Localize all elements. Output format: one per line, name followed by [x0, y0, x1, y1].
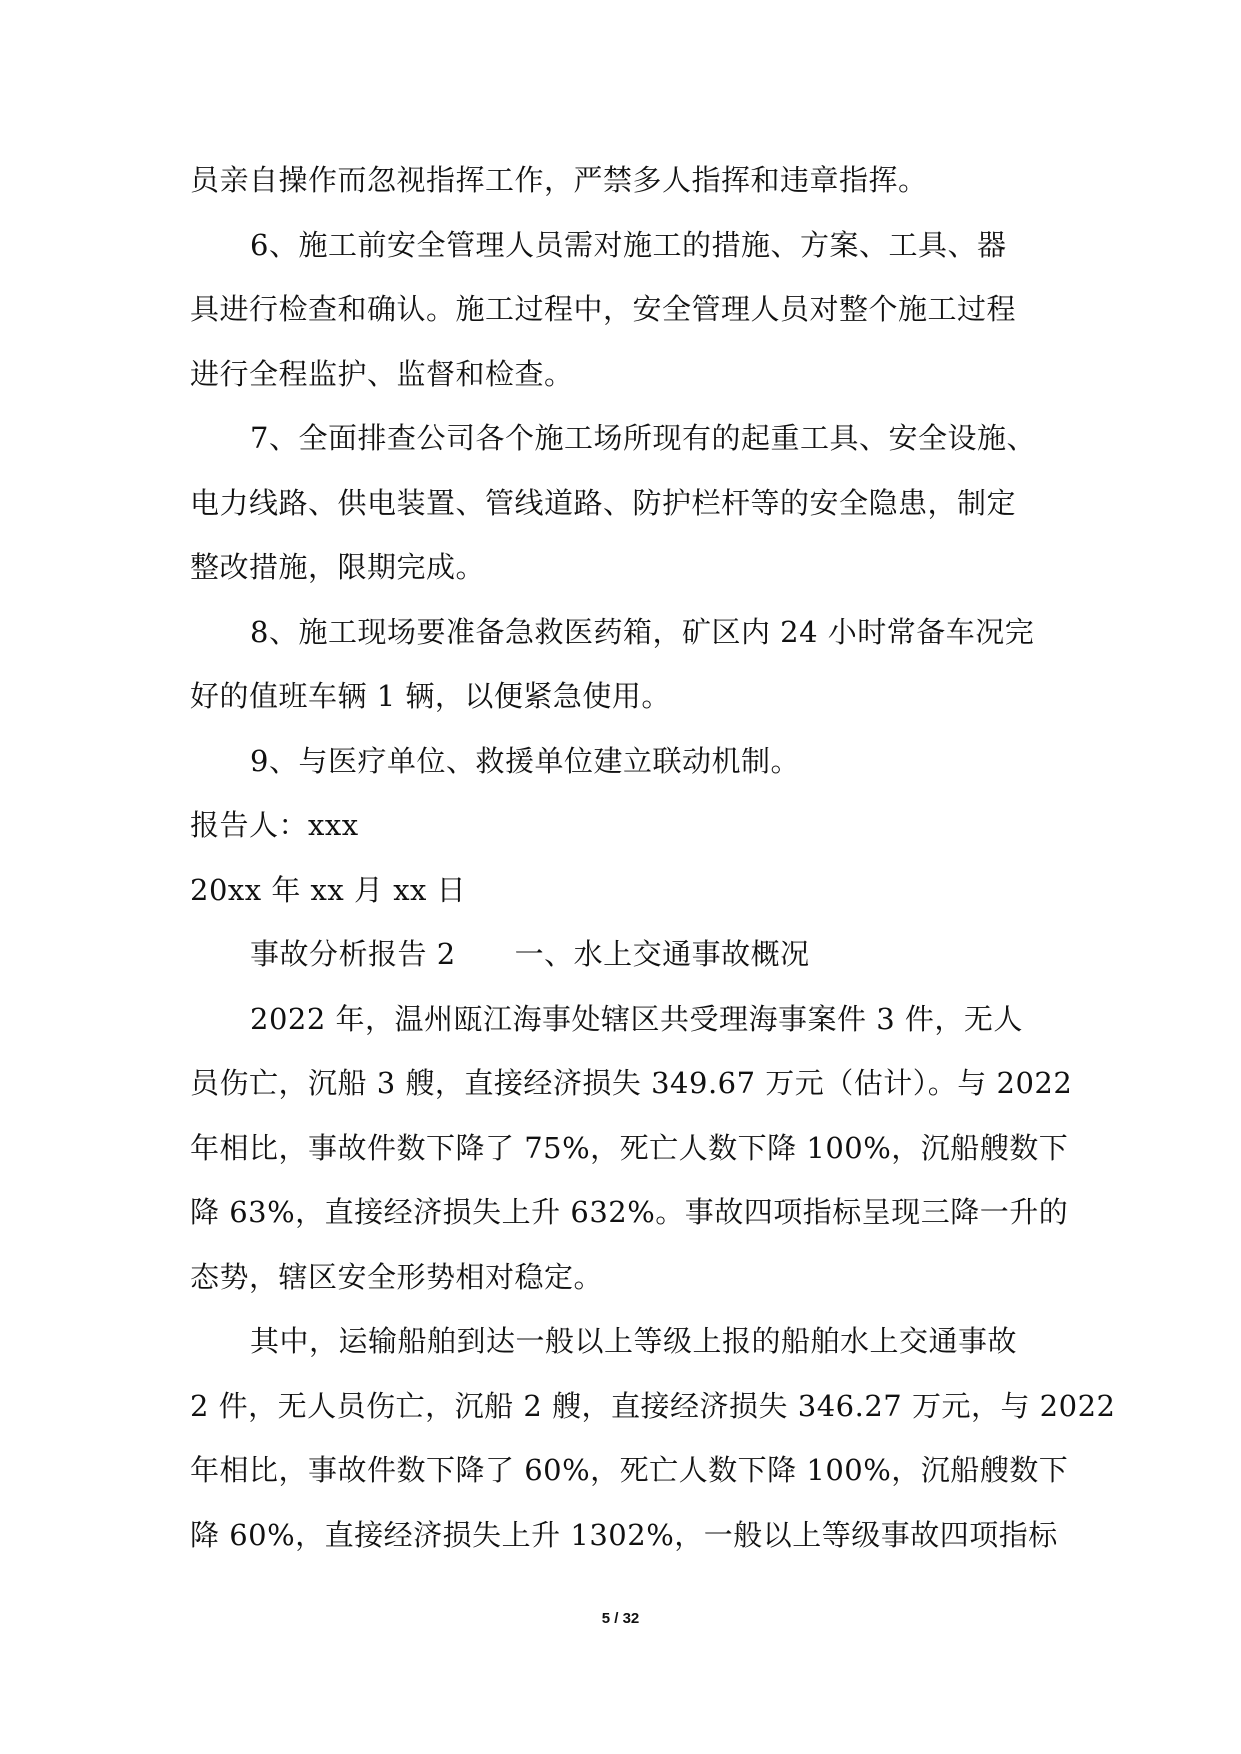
text-line: 8、施工现场要准备急救医药箱，矿区内 24 小时常备车况完 [250, 614, 1035, 649]
text-line: 进行全程监护、监督和检查。 [190, 356, 574, 391]
document-body [190, 148, 1116, 1567]
text-line: 6、施工前安全管理人员需对施工的措施、方案、工具、器 [250, 227, 1007, 262]
text-line: 报告人：xxx [190, 808, 359, 842]
text-line: 7、全面排查公司各个施工场所现有的起重工具、安全设施、 [250, 421, 1036, 455]
text-line: 员伤亡，沉船 3 艘，直接经济损失 349.67 万元（估计）。与 2022 [190, 1066, 1073, 1100]
text-line: 年相比，事故件数下降了 75%，死亡人数下降 100%，沉船艘数下 [190, 1130, 1069, 1165]
text-line: 2022 年，温州瓯江海事处辖区共受理海事案件 3 件，无人 [250, 1001, 1023, 1036]
text-line: 事故分析报告 2 一、水上交通事故概况 [250, 937, 810, 971]
text-line: 9、与医疗单位、救援单位建立联动机制。 [250, 743, 800, 778]
text-line: 降 60%，直接经济损失上升 1302%，一般以上等级事故四项指标 [190, 1517, 1058, 1552]
text-line: 态势，辖区安全形势相对稳定。 [190, 1259, 604, 1294]
text-line: 年相比，事故件数下降了 60%，死亡人数下降 100%，沉船艘数下 [190, 1453, 1069, 1487]
text-line: 其中，运输船舶到达一般以上等级上报的船舶水上交通事故 [250, 1324, 1018, 1358]
text-line: 整改措施，限期完成。 [190, 550, 486, 584]
text-line: 好的值班车辆 1 辆，以便紧急使用。 [190, 679, 671, 713]
text-line: 电力线路、供电装置、管线道路、防护栏杆等的安全隐患，制定 [190, 485, 1017, 520]
text-line: 20xx 年 xx 月 xx 日 [190, 872, 467, 907]
page-number: 5 / 32 [601, 1610, 640, 1627]
text-line: 员亲自操作而忽视指挥工作，严禁多人指挥和违章指挥。 [190, 163, 928, 197]
text-line: 2 件，无人员伤亡，沉船 2 艘，直接经济损失 346.27 万元，与 2022 [190, 1388, 1116, 1423]
text-line: 具进行检查和确认。施工过程中，安全管理人员对整个施工过程 [190, 292, 1017, 326]
text-line: 降 63%，直接经济损失上升 632%。事故四项指标呈现三降一升的 [190, 1195, 1069, 1229]
